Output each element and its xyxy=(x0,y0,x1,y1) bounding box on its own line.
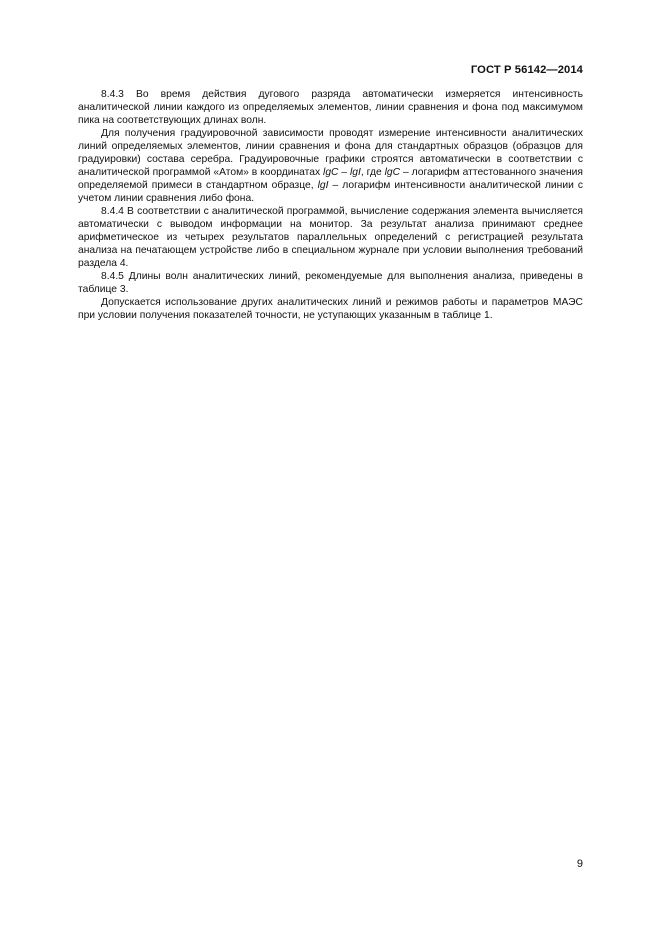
standard-number: ГОСТ Р 56142—2014 xyxy=(470,64,583,76)
lgc-symbol: lgC xyxy=(384,167,401,178)
paragraph-alternatives: Допускается использование других аналитических линий и режимов работы и параметров МАЭС при условии получения показателей точности, не уступающих указанным в таблице 1. xyxy=(78,297,583,321)
document-body xyxy=(78,88,583,322)
page-number: 9 xyxy=(576,858,583,870)
paragraph-8-4-5: 8.4.5 Длины волн аналитических линий, рекомендуемые для выполнения анализа, приведены в таблице 3. xyxy=(78,271,583,295)
paragraph-8-4-3: 8.4.3 Во время действия дугового разряда автоматически измеряется интенсивность аналитической линии каждого из определяемых элементов, линии сравнения и фона под максимумом пика на соответствующих длинах волн. xyxy=(78,89,583,126)
paragraph-calibration: Для получения градуировочной зависимости проводят измерение интенсивности аналитических линий определяемых элементов, линии сравнения и фона для стандартных образцов (образцов для градуировки) состава серебра. Градуировочные графики строятся автоматически в соответствии с аналитической программой «Атом» в координатах lgC – lgI, где lgC – логарифм аттестованного значения определяемой примеси в стандартном образце, lgI – логарифм интенсивности аналитической линии с учетом линии сравнения либо фона. xyxy=(78,128,583,204)
paragraph-8-4-4: 8.4.4 В соответствии с аналитической программой, вычисление содержания элемента вычисляется автоматически с выводом информации на монитор. За результат анализа принимают среднее арифметическое из четырех результатов параллельных определений с регистрацией результата анализа на печатающем устройстве либо в специальном журнале при условии выполнения требований раздела 4. xyxy=(78,206,583,269)
document-header xyxy=(471,64,583,76)
coordinates-formula: lgC – lgI xyxy=(323,167,361,178)
lgi-symbol: lgI xyxy=(317,180,329,191)
